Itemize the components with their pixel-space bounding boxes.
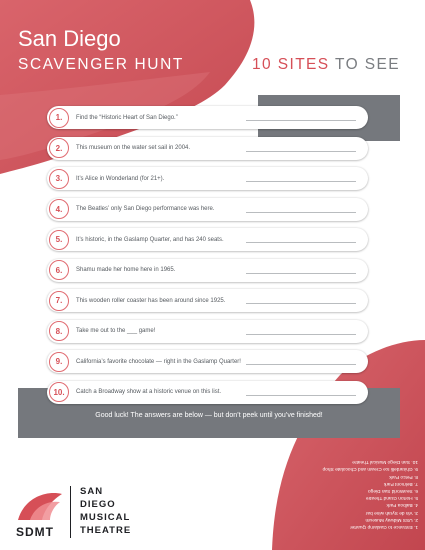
answer-item: 10. San Diego Musical Theatre — [352, 459, 418, 465]
question-item — [47, 106, 368, 129]
question-item — [47, 289, 368, 312]
question-item — [47, 350, 368, 373]
logo-line: SAN — [80, 486, 104, 497]
question-text: It’s historic, in the Gaslamp Quarter, and has 240 seats. — [76, 236, 224, 243]
question-number: 10. — [49, 382, 69, 402]
answer-item: 2. USS Midway Museum — [365, 516, 418, 522]
question-text: It’s Alice in Wonderland (for 21+). — [76, 175, 165, 182]
question-number: 8. — [49, 321, 69, 341]
logo-divider — [70, 486, 71, 538]
question-number: 3. — [49, 169, 69, 189]
page-subtitle: SCAVENGER HUNT — [18, 56, 184, 73]
question-item — [47, 259, 368, 282]
sites-text: TO SEE — [334, 56, 400, 73]
question-text: Find the “Historic Heart of San Diego.” — [76, 114, 178, 121]
sites-number: 10 SITES — [252, 56, 330, 73]
question-number: 9. — [49, 352, 69, 372]
answer-item: 4. Balboa Park — [386, 502, 418, 508]
logo-abbreviation: SDMT — [16, 525, 54, 539]
question-number: 4. — [49, 199, 69, 219]
answer-line — [246, 334, 356, 335]
question-text: This wooden roller coaster has been around since 1925. — [76, 297, 226, 304]
logo-name — [80, 485, 131, 537]
question-number: 2. — [49, 138, 69, 158]
answer-line — [246, 364, 356, 365]
sdmt-logo-icon — [16, 488, 64, 522]
question-item — [47, 137, 368, 160]
question-item — [47, 167, 368, 190]
question-text: This museum on the water set sail in 2004. — [76, 145, 191, 151]
question-text: California’s favorite chocolate — right in the Gaslamp Quarter! — [76, 358, 241, 365]
question-item — [47, 320, 368, 343]
answer-line — [246, 151, 356, 152]
good-luck-note: Good luck! The answers are below — but don’t peek until you’ve finished! — [95, 412, 323, 419]
answer-item: 9. Ghirardelli Ice Cream and Chocolate Shop — [322, 466, 418, 472]
question-text: Catch a Broadway show at a historic venue on this list. — [76, 389, 222, 395]
question-list — [47, 106, 368, 411]
answer-item: 8. Petco Park — [389, 473, 418, 479]
answer-line — [246, 395, 356, 396]
question-item — [47, 228, 368, 251]
answer-item: 1. Entrance to Gaslamp Quarter — [350, 524, 418, 529]
question-number: 6. — [49, 260, 69, 280]
question-text: Take me out to the ___ game! — [76, 328, 156, 334]
answer-line — [246, 212, 356, 213]
answer-line — [246, 242, 356, 243]
upside-down-answers — [262, 448, 418, 530]
logo-line: DIEGO — [80, 499, 116, 510]
question-number: 1. — [49, 108, 69, 128]
question-text: Shamu made her home here in 1965. — [76, 267, 176, 273]
question-number: 7. — [49, 291, 69, 311]
sites-heading — [252, 56, 400, 74]
answer-item: 3. Vin de Syrah wine bar — [365, 509, 418, 515]
answer-line — [246, 273, 356, 274]
answer-item: 6. SeaWorld San Diego — [367, 487, 418, 493]
question-text: The Beatles’ only San Diego performance was here. — [76, 206, 215, 212]
answer-line — [246, 120, 356, 121]
answer-item: 5. Horton Grand Theatre — [365, 495, 418, 501]
question-item — [47, 198, 368, 221]
answer-line — [246, 181, 356, 182]
question-number: 5. — [49, 230, 69, 250]
logo-line: THEATRE — [80, 525, 132, 536]
answer-line — [246, 303, 356, 304]
logo-line: MUSICAL — [80, 512, 131, 523]
answer-item: 7. Belmont Park — [383, 480, 418, 486]
question-item — [47, 381, 368, 404]
page-title: San Diego — [18, 26, 121, 51]
